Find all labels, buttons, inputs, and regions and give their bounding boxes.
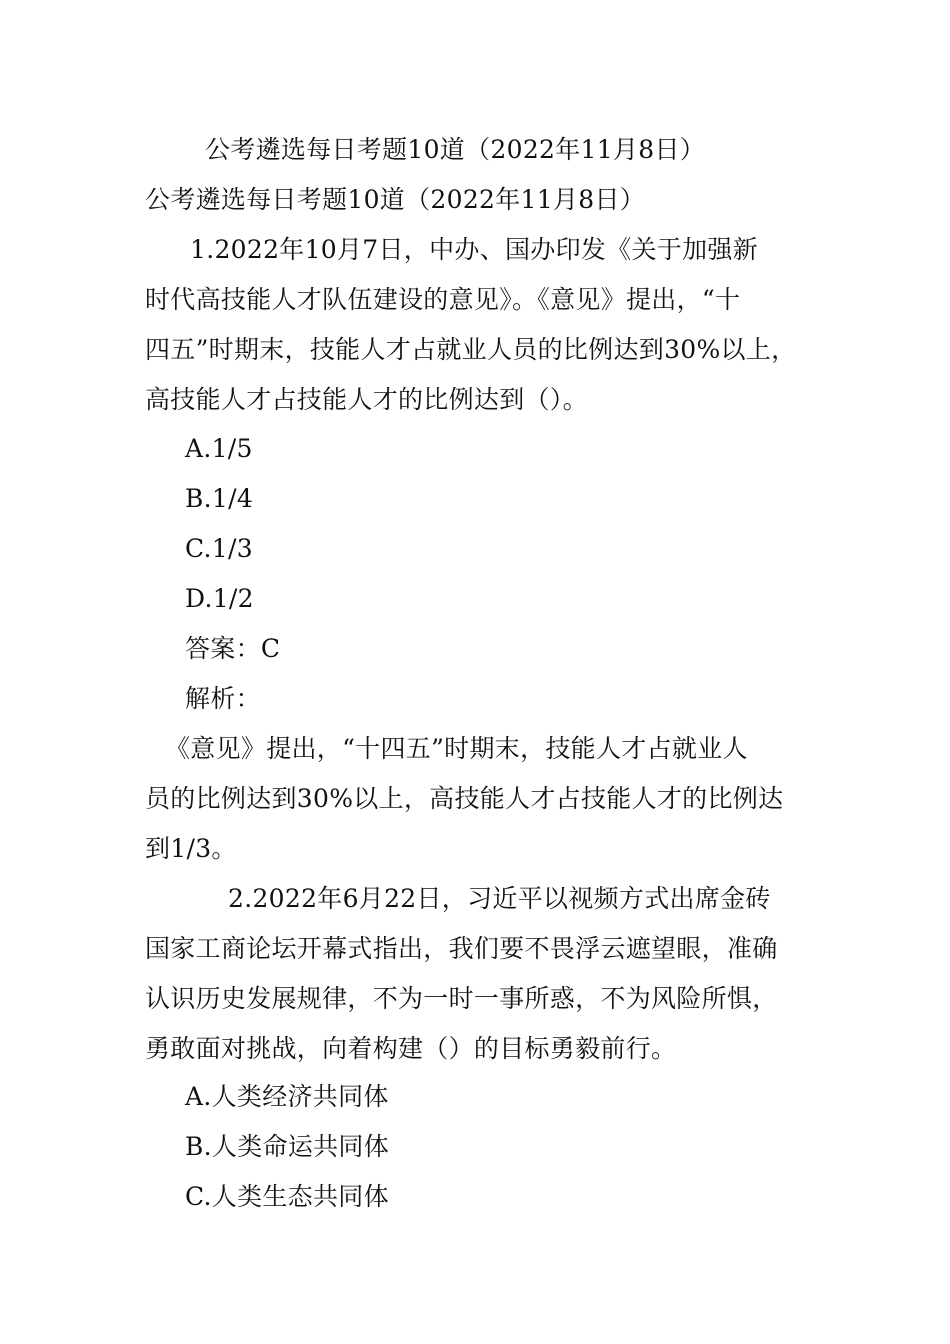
question-1-option-a: A.1/5 (185, 434, 253, 463)
question-1-analysis-line-3: 到1/3。 (145, 834, 237, 863)
question-1-analysis-line-2: 员的比例达到30%以上，高技能人才占技能人才的比例达 (145, 784, 784, 813)
document-subtitle: 公考遴选每日考题10道（2022年11月8日） (145, 185, 646, 214)
question-1-stem-line-1: 1.2022年10月7日，中办、国办印发《关于加强新 (190, 235, 758, 264)
question-2-stem-line-2: 国家工商论坛开幕式指出，我们要不畏浮云遮望眼，准确 (145, 934, 778, 963)
question-1-analysis-label: 解析： (185, 684, 261, 713)
question-2-option-b: B.人类命运共同体 (185, 1132, 390, 1161)
question-1-stem-line-3: 四五”时期末，技能人才占就业人员的比例达到30%以上， (145, 335, 797, 364)
question-2-stem-line-3: 认识历史发展规律，不为一时一事所惑，不为风险所惧， (145, 984, 778, 1013)
document-title: 公考遴选每日考题10道（2022年11月8日） (205, 135, 706, 164)
question-2-option-c: C.人类生态共同体 (185, 1182, 389, 1211)
question-2-option-a: A.人类经济共同体 (185, 1082, 389, 1111)
question-1-option-b: B.1/4 (185, 484, 254, 513)
question-2-stem-line-1: 2.2022年6月22日，习近平以视频方式出席金砖 (228, 884, 771, 913)
question-1-option-d: D.1/2 (185, 584, 254, 613)
question-1-stem-line-2: 时代高技能人才队伍建设的意见》。《意见》提出，“十 (145, 285, 741, 314)
question-1-stem-line-4: 高技能人才占技能人才的比例达到（）。 (145, 385, 588, 414)
question-1-analysis-line-1: 《意见》提出，“十四五”时期末，技能人才占就业人 (165, 734, 748, 763)
question-2-stem-line-4: 勇敢面对挑战，向着构建（）的目标勇毅前行。 (145, 1034, 677, 1063)
question-1-option-c: C.1/3 (185, 534, 253, 563)
question-1-answer: 答案：C (185, 634, 281, 663)
